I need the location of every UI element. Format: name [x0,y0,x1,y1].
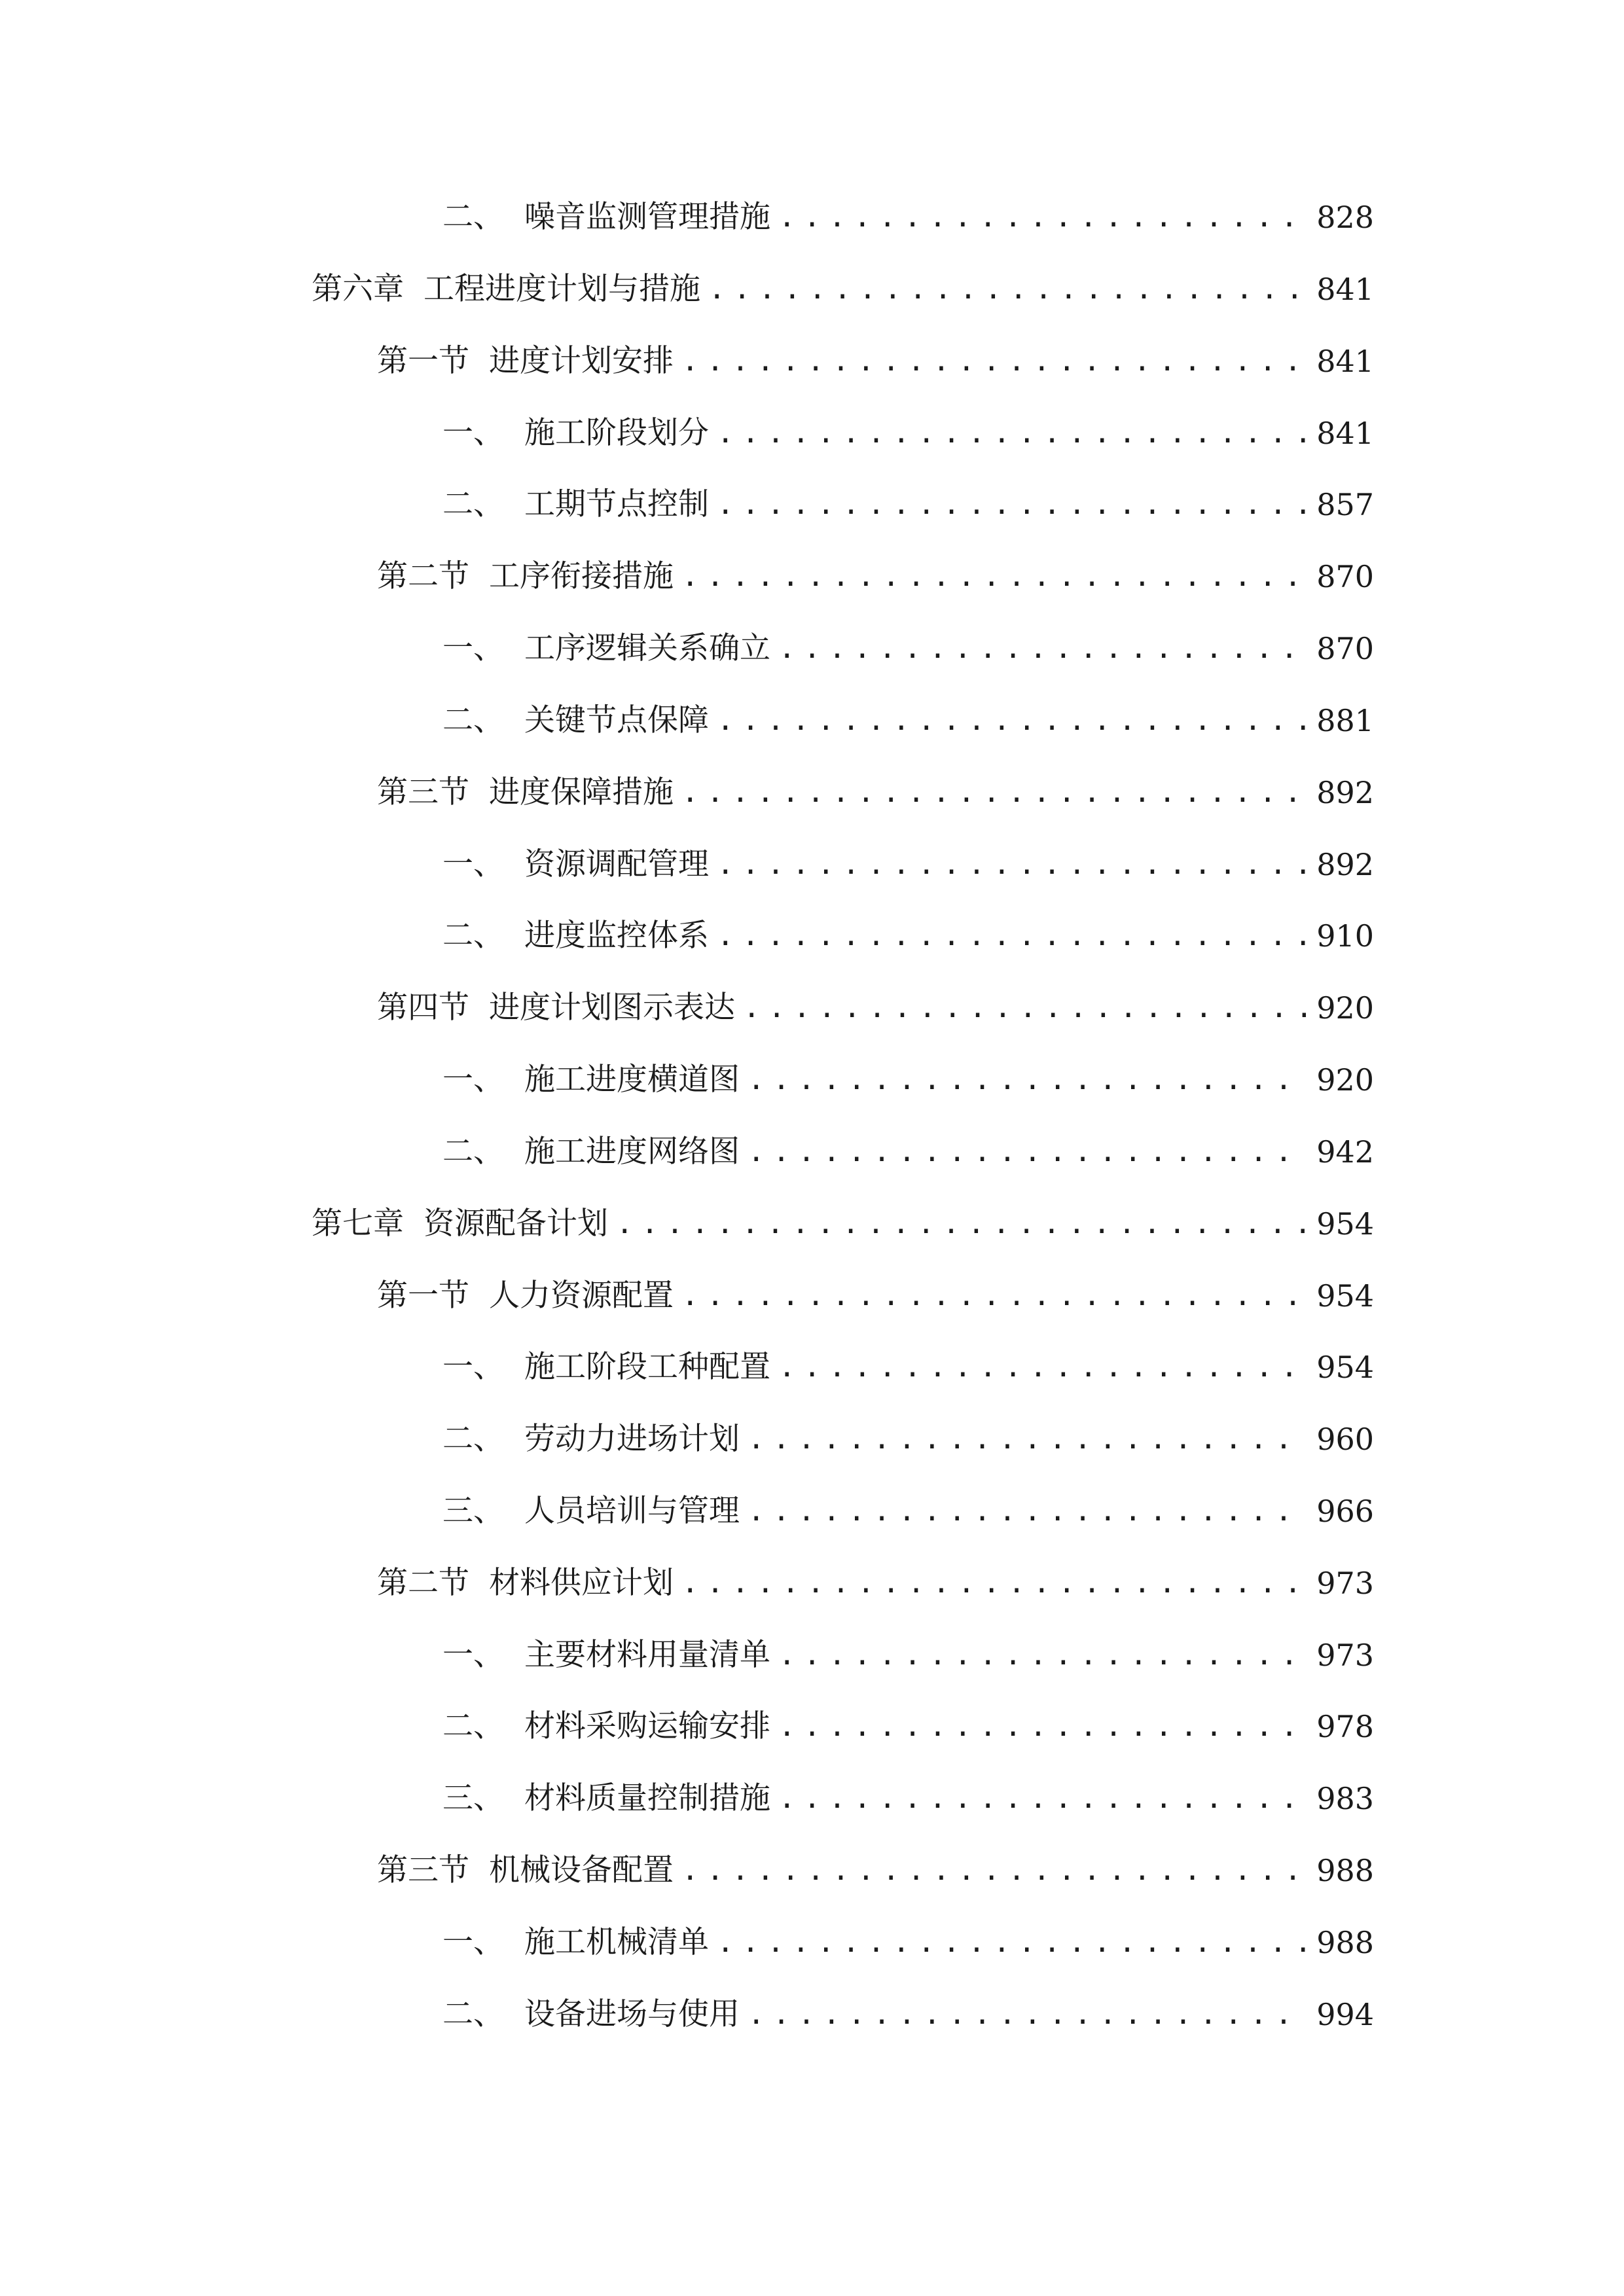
toc-entry-title: 材料采购运输安排 [524,1708,770,1744]
toc-entry-title: 关键节点保障 [524,702,709,738]
toc-entry-number: 二、 [442,1996,504,2032]
toc-dot-leader [717,913,1306,959]
toc-entry-title: 材料供应计划 [489,1565,674,1601]
toc-entry-page-number: 841 [1316,344,1374,379]
toc-entry-title: 进度计划安排 [489,343,674,379]
toc-entry[interactable] [312,1201,1374,1247]
toc-dot-leader [748,1057,1306,1103]
toc-dot-leader [778,194,1306,240]
toc-entry-page-number: 954 [1316,1206,1374,1242]
toc-entry-title: 材料质量控制措施 [524,1780,770,1816]
toc-entry-title: 施工阶段工种配置 [524,1349,770,1385]
toc-entry-number: 第一节 [377,1278,469,1314]
toc-entry-number: 第七章 [312,1206,404,1242]
toc-entry-title: 施工进度横道图 [524,1062,740,1098]
toc-entry-number: 二、 [442,1421,504,1457]
toc-entry-number: 二、 [442,199,504,235]
toc-dot-leader [778,626,1306,672]
toc-entry-page-number: 966 [1316,1494,1374,1529]
toc-entry-page-number: 960 [1316,1422,1374,1457]
toc-dot-leader [778,1344,1306,1390]
toc-entry-page-number: 910 [1316,918,1374,954]
toc-entry-title: 人员培训与管理 [524,1493,740,1529]
toc-dot-leader [717,842,1306,888]
toc-entry[interactable] [377,338,1374,384]
toc-entry-page-number: 920 [1316,1062,1374,1098]
toc-entry[interactable] [442,1704,1374,1749]
toc-entry-page-number: 978 [1316,1709,1374,1744]
toc-entry-title: 人力资源配置 [489,1278,674,1314]
toc-entry-page-number: 857 [1316,487,1374,522]
toc-dot-leader [778,1776,1306,1821]
toc-entry-title: 设备进场与使用 [524,1996,740,2032]
toc-entry-title: 施工进度网络图 [524,1134,740,1170]
toc-entry-number: 第三节 [377,774,469,810]
toc-entry-page-number: 942 [1316,1134,1374,1170]
toc-entry[interactable] [442,1632,1374,1678]
toc-entry-number: 二、 [442,918,504,954]
toc-entry[interactable] [442,1057,1374,1103]
toc-dot-leader [778,1632,1306,1678]
toc-entry-title: 工程进度计划与措施 [424,271,700,307]
toc-entry[interactable] [442,1992,1374,2037]
toc-dot-leader [681,554,1306,600]
toc-entry[interactable] [442,1776,1374,1821]
toc-entry-title: 进度监控体系 [524,918,709,954]
toc-entry-title: 进度计划图示表达 [489,990,735,1026]
toc-entry[interactable] [442,1488,1374,1534]
toc-entry-page-number: 994 [1316,1997,1374,2032]
toc-entry-number: 二、 [442,1708,504,1744]
toc-entry-page-number: 881 [1316,703,1374,738]
toc-entry-number: 第二节 [377,558,469,594]
toc-dot-leader [743,985,1306,1031]
toc-entry-title: 资源调配管理 [524,846,709,882]
toc-dot-leader [681,1848,1306,1893]
toc-entry[interactable] [442,626,1374,672]
toc-dot-leader [681,1560,1306,1606]
toc-entry-page-number: 988 [1316,1853,1374,1888]
toc-entry[interactable] [312,266,1374,312]
toc-entry-number: 二、 [442,702,504,738]
toc-entry-title: 工序衔接措施 [489,558,674,594]
toc-entry-number: 一、 [442,1924,504,1960]
toc-entry-title: 资源配备计划 [424,1206,608,1242]
toc-entry-number: 一、 [442,415,504,451]
toc-entry-number: 第四节 [377,990,469,1026]
toc-entry[interactable] [442,698,1374,744]
toc-dot-leader [717,482,1306,528]
toc-entry-number: 一、 [442,1349,504,1385]
toc-entry-number: 第六章 [312,271,404,307]
toc-dot-leader [717,410,1306,456]
toc-entry[interactable] [442,482,1374,528]
toc-entry[interactable] [442,842,1374,888]
toc-dot-leader [708,266,1306,312]
toc-entry-number: 二、 [442,486,504,522]
toc-entry-page-number: 973 [1316,1638,1374,1673]
toc-entry-title: 工期节点控制 [524,486,709,522]
toc-entry[interactable] [377,554,1374,600]
toc-entry-page-number: 892 [1316,775,1374,810]
toc-entry[interactable] [377,1273,1374,1319]
toc-entry[interactable] [377,770,1374,816]
toc-entry-page-number: 954 [1316,1278,1374,1314]
toc-entry-number: 第三节 [377,1852,469,1888]
toc-dot-leader [717,698,1306,744]
toc-entry[interactable] [442,913,1374,959]
toc-entry-title: 劳动力进场计划 [524,1421,740,1457]
toc-dot-leader [616,1201,1306,1247]
toc-entry-title: 工序逻辑关系确立 [524,630,770,666]
toc-entry-title: 机械设备配置 [489,1852,674,1888]
toc-entry-number: 三、 [442,1493,504,1529]
toc-entry[interactable] [377,1848,1374,1893]
toc-entry-title: 施工机械清单 [524,1924,709,1960]
toc-entry-number: 第一节 [377,343,469,379]
toc-entry-title: 噪音监测管理措施 [524,199,770,235]
toc-entry-title: 施工阶段划分 [524,415,709,451]
toc-entry[interactable] [377,985,1374,1031]
toc-entry[interactable] [442,410,1374,456]
toc-dot-leader [681,338,1306,384]
toc-entry-page-number: 841 [1316,272,1374,307]
toc-entry-number: 一、 [442,1062,504,1098]
toc-entry[interactable] [442,1920,1374,1965]
toc-dot-leader [778,1704,1306,1749]
toc-entry-page-number: 870 [1316,559,1374,594]
toc-dot-leader [748,1992,1306,2037]
toc-dot-leader [748,1416,1306,1462]
toc-dot-leader [681,1273,1306,1319]
toc-entry-page-number: 841 [1316,416,1374,451]
toc-entry-page-number: 983 [1316,1781,1374,1816]
toc-entry-page-number: 954 [1316,1350,1374,1385]
toc-entry-title: 主要材料用量清单 [524,1637,770,1673]
toc-entry-number: 第二节 [377,1565,469,1601]
toc-entry-number: 一、 [442,1637,504,1673]
toc-entry[interactable] [377,1560,1374,1606]
toc-entry-page-number: 892 [1316,847,1374,882]
toc-entry-number: 一、 [442,630,504,666]
toc-entry[interactable] [442,194,1374,240]
toc-entry-page-number: 920 [1316,990,1374,1026]
toc-entry-page-number: 988 [1316,1925,1374,1960]
toc-entry[interactable] [442,1129,1374,1175]
toc-entry-page-number: 973 [1316,1566,1374,1601]
toc-entry[interactable] [442,1344,1374,1390]
toc-dot-leader [681,770,1306,816]
toc-dot-leader [748,1488,1306,1534]
toc-entry-title: 进度保障措施 [489,774,674,810]
toc-entry-page-number: 870 [1316,631,1374,666]
toc-entry-number: 二、 [442,1134,504,1170]
toc-dot-leader [717,1920,1306,1965]
toc-entry-number: 一、 [442,846,504,882]
toc-dot-leader [748,1129,1306,1175]
toc-entry-page-number: 828 [1316,200,1374,235]
toc-entry-number: 三、 [442,1780,504,1816]
toc-entry[interactable] [442,1416,1374,1462]
